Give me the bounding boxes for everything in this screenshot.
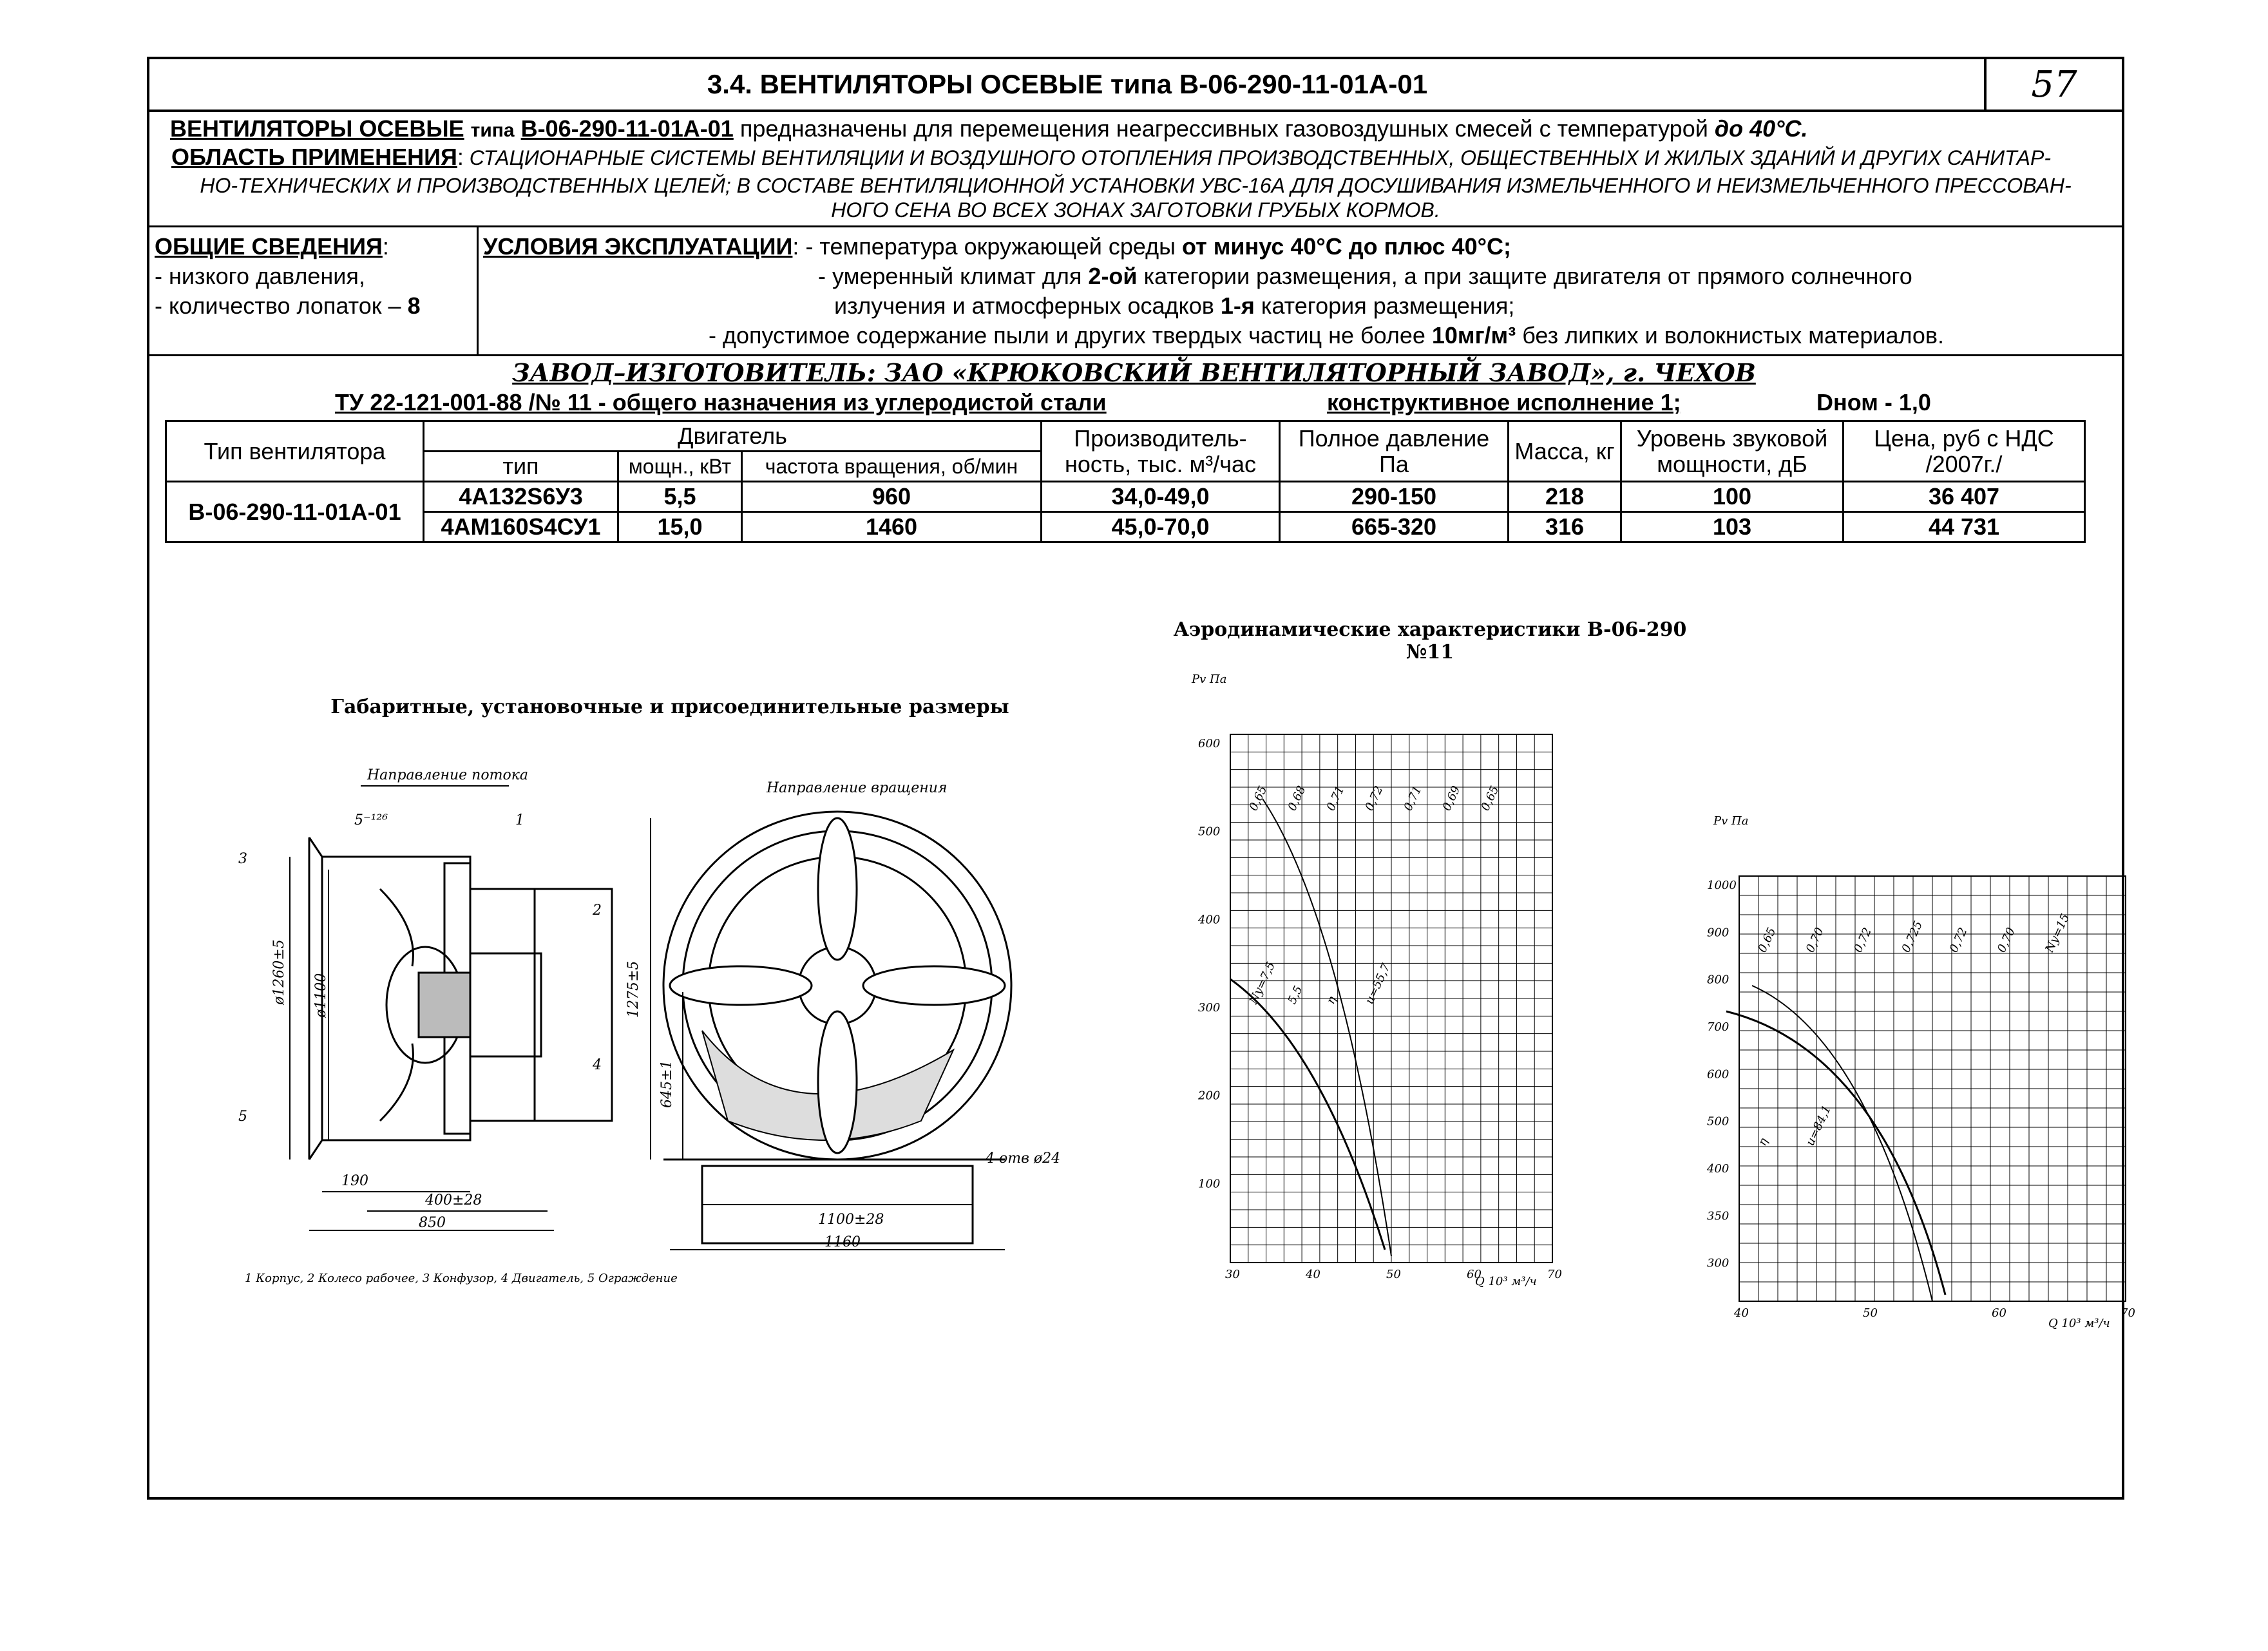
pressure-curve [1230, 979, 1385, 1250]
y-tick-label: 600 [1707, 1067, 1730, 1082]
chart1-xlabel: Q 10³ м³/ч [1475, 1275, 1537, 1288]
curve-annotation: 0,72 [1362, 783, 1386, 814]
purpose-type: В-06-290-11-01А-01 [520, 115, 734, 142]
y-tick-label: 600 [1198, 737, 1221, 750]
scope-line-3: НОГО СЕНА ВО ВСЕХ ЗОНАХ ЗАГОТОВКИ ГРУБЫХ КОРМОВ. [831, 198, 1440, 222]
curve-annotation: 0,72 [1947, 925, 1970, 955]
blade-count: 8 [407, 292, 421, 319]
drawing-legend: 1 Корпус, 2 Колесо рабочее, 3 Конфузор, 4 Двигатель, 5 Ограждение [245, 1272, 678, 1285]
curve-annotation: 0,725 [1899, 919, 1926, 955]
svg-text:400±28: 400±28 [425, 1192, 482, 1208]
rotation-direction-label: Направление вращения [767, 780, 948, 796]
front-view [651, 812, 1011, 1250]
page-number: 57 [1984, 59, 2122, 110]
table-row: В-06-290-11-01А-01 4А132S6У3 5,5 960 34,0-49,0 290-150 218 100 36 407 [166, 482, 2085, 512]
flow-direction-label: Направление потока [367, 767, 528, 783]
power-curve [1263, 799, 1391, 1256]
svg-text:3: 3 [238, 851, 247, 867]
purpose-block: ВЕНТИЛЯТОРЫ ОСЕВЫЕ типа В-06-290-11-01А-01 предназначены для перемещения неагрессивных газовоздушных смесей с температурой до 40°С. ОБЛАСТЬ ПРИМЕНЕНИЯ: СТАЦИОНАРНЫЕ СИСТЕМЫ ВЕНТИЛЯЦИИ И ВОЗДУШНОГО ОТОПЛЕНИЯ ПРОИЗВОДСТВЕННЫХ, ОБЩЕСТВЕННЫХ И ЖИЛЫХ ЗДАНИЙ И ДРУГИХ САНИТАР- НО-ТЕХНИЧЕСКИХ И ПРОИЗВОДСТВЕННЫХ ЦЕЛЕЙ; В СОСТАВЕ ВЕНТИЛЯЦИОННОЙ УСТАНОВКИ УВС-16А ДЛЯ ДОСУШИВАНИЯ ИЗМЕЛЬЧЕННОГО И НЕИЗМЕЛЬЧЕННОГО ПРЕССОВАН- НОГО СЕНА ВО ВСЕХ ЗОНАХ ЗАГОТОВКИ ГРУБЫХ КОРМОВ. [149, 112, 2122, 227]
curve-annotation: 0,72 [1851, 925, 1875, 955]
y-tick-label: 300 [1198, 1001, 1221, 1015]
y-tick-label: 200 [1198, 1089, 1221, 1103]
page-title: 3.4. ВЕНТИЛЯТОРЫ ОСЕВЫЕ типа В-06-290-11-01А-01 [707, 69, 1428, 99]
svg-text:190: 190 [341, 1173, 368, 1189]
drawing-title: Габаритные, установочные и присоединительные размеры [330, 696, 1009, 718]
chart-n960 [1192, 670, 1591, 1288]
side-view [290, 786, 612, 1230]
conditions-block: УСЛОВИЯ ЭКСПЛУАТАЦИИ: - температура окружающей среды от минус 40°С до плюс 40°С; - умеренный климат для 2-ой категории размещения, а при защите двигателя от прямого солнечного излучения и атмосферных осадков 1-я категория размещения; - допустимое содержание пыли и других твердых частиц не более 10мг/м³ без липких и волокнистых материалов. [483, 233, 1945, 348]
x-tick-label: 40 [1734, 1306, 1749, 1320]
curve-annotation: η [1324, 994, 1340, 1007]
y-tick-label: 500 [1198, 825, 1221, 839]
curve-annotation: 0,69 [1440, 783, 1463, 814]
y-tick-label: 1000 [1707, 879, 1737, 892]
curve-annotation: 0,65 [1478, 783, 1502, 814]
x-tick-label: 70 [2120, 1306, 2135, 1320]
table-row: 4АМ160S4СУ1 15,0 1460 45,0-70,0 665-320 316 103 44 731 [166, 512, 2085, 542]
y-tick-label: 300 [1707, 1256, 1730, 1270]
th-motor: Двигатель [424, 421, 1042, 452]
curve-annotation: 0,65 [1755, 925, 1779, 955]
curve-annotation: Ny=7,5 [1246, 960, 1278, 1007]
purpose-fans-label: ВЕНТИЛЯТОРЫ ОСЕВЫЕ [170, 115, 464, 142]
curve-annotation: 0,70 [1994, 925, 2018, 955]
curve-annotation: u=84,1 [1803, 1103, 1834, 1149]
svg-text:1160: 1160 [824, 1234, 861, 1250]
chart-n1460 [1688, 805, 2151, 1333]
curve-annotation: 5,5 [1285, 984, 1306, 1007]
y-tick-label: 350 [1707, 1209, 1730, 1223]
th-mass: Масса, кг [1509, 421, 1621, 482]
x-tick-label: 70 [1547, 1268, 1562, 1281]
manufacturer: ЗАВОД–ИЗГОТОВИТЕЛЬ: ЗАО «КРЮКОВСКИЙ ВЕНТИЛЯТОРНЫЙ ЗАВОД», г. ЧЕХОВ [512, 358, 1756, 387]
th-pressure: Полное давление Па [1280, 421, 1509, 482]
th-capacity: Производитель-ность, тыс. м³/час [1042, 421, 1280, 482]
spec-tu: ТУ 22-121-001-88 /№ 11 - общего назначения из углеродистой стали [335, 389, 1107, 415]
scope-label: ОБЛАСТЬ ПРИМЕНЕНИЯ [171, 144, 457, 170]
svg-text:1: 1 [515, 812, 524, 828]
general-block: ОБЩИЕ СВЕДЕНИЯ: - низкого давления, - количество лопаток – 8 [155, 233, 421, 319]
y-tick-label: 800 [1707, 973, 1730, 987]
chart2-xlabel: Q 10³ м³/ч [2048, 1317, 2110, 1330]
th-speed: частота вращения, об/мин [742, 452, 1042, 482]
curve-annotation: 0,71 [1401, 783, 1425, 814]
conditions-label: УСЛОВИЯ ЭКСПЛУАТАЦИИ [483, 233, 793, 260]
svg-text:ø1100: ø1100 [313, 973, 329, 1018]
curve-annotation: 0,65 [1246, 783, 1270, 814]
x-tick-label: 30 [1225, 1268, 1240, 1281]
curve-annotation: 0,71 [1324, 783, 1348, 814]
curve-annotation: 0,68 [1285, 783, 1309, 814]
x-tick-label: 60 [1992, 1306, 2006, 1320]
purpose-type-word: типа [470, 120, 515, 141]
svg-text:5⁻¹²⁶: 5⁻¹²⁶ [354, 812, 388, 828]
th-price: Цена, руб с НДС /2007г./ [1844, 421, 2085, 482]
svg-text:4: 4 [593, 1057, 602, 1073]
scope-line-2: НО-ТЕХНИЧЕСКИХ И ПРОИЗВОДСТВЕННЫХ ЦЕЛЕЙ; В СОСТАВЕ ВЕНТИЛЯЦИОННОЙ УСТАНОВКИ УВС-16А ДЛЯ ДОСУШИВАНИЯ ИЗМЕЛЬЧЕННОГО И НЕИЗМЕЛЬЧЕННОГО ПРЕССОВАН- [200, 174, 2072, 197]
general-item-1: - низкого давления, [155, 263, 365, 289]
general-item-2: - количество лопаток – [155, 292, 401, 319]
svg-text:850: 850 [419, 1215, 446, 1231]
svg-text:1100±28: 1100±28 [818, 1212, 884, 1228]
spec-table [165, 420, 2086, 543]
th-power: мощн., кВт [618, 452, 742, 482]
y-tick-label: 100 [1198, 1177, 1221, 1191]
chart2-ylabel: Pv Па [1713, 814, 1749, 828]
general-label: ОБЩИЕ СВЕДЕНИЯ [155, 233, 383, 260]
x-tick-label: 40 [1306, 1268, 1320, 1281]
svg-text:ø1260±5: ø1260±5 [271, 939, 287, 1005]
svg-text:2: 2 [593, 902, 602, 919]
svg-text:5: 5 [238, 1109, 247, 1125]
y-tick-label: 700 [1707, 1020, 1730, 1034]
curve-annotation: u=55,7 [1362, 961, 1393, 1007]
x-tick-label: 50 [1386, 1268, 1401, 1281]
curve-annotation: Ny=15 [2043, 911, 2073, 955]
curve-annotation: 0,70 [1803, 925, 1827, 955]
scope-line-1: СТАЦИОНАРНЫЕ СИСТЕМЫ ВЕНТИЛЯЦИИ И ВОЗДУШНОГО ОТОПЛЕНИЯ ПРОИЗВОДСТВЕННЫХ, ОБЩЕСТВЕННЫХ И ЖИЛЫХ ЗДАНИЙ И ДРУГИХ САНИТАР- [469, 146, 2051, 169]
fan-type-cell: В-06-290-11-01А-01 [166, 482, 424, 542]
spec-design: конструктивное исполнение 1; [1327, 389, 1681, 415]
svg-text:4 отв ø24: 4 отв ø24 [986, 1150, 1061, 1167]
chart1-ylabel: Pv Па [1192, 673, 1227, 686]
x-tick-label: 60 [1467, 1268, 1482, 1281]
svg-text:1275±5: 1275±5 [625, 960, 642, 1018]
th-fan-type: Тип вентилятора [166, 421, 424, 482]
x-tick-label: 50 [1863, 1306, 1878, 1320]
y-tick-label: 900 [1707, 926, 1730, 940]
y-tick-label: 500 [1707, 1114, 1730, 1129]
y-tick-label: 400 [1707, 1162, 1730, 1176]
purpose-text: предназначены для перемещения неагрессивных газовоздушных смесей с температурой [739, 115, 1708, 142]
th-noise: Уровень звуковой мощности, дБ [1621, 421, 1844, 482]
curve-annotation: η [1755, 1136, 1771, 1149]
purpose-temp: до 40°С. [1714, 115, 1808, 142]
svg-text:645±1: 645±1 [659, 1060, 675, 1108]
charts-title: Аэродинамические характеристики В-06-290 №11 [1173, 618, 1687, 663]
dimension-drawing [213, 760, 1061, 1301]
spec-dnom: Dном - 1,0 [1816, 389, 1931, 415]
th-motor-type: тип [424, 452, 618, 482]
y-tick-label: 400 [1198, 913, 1221, 927]
